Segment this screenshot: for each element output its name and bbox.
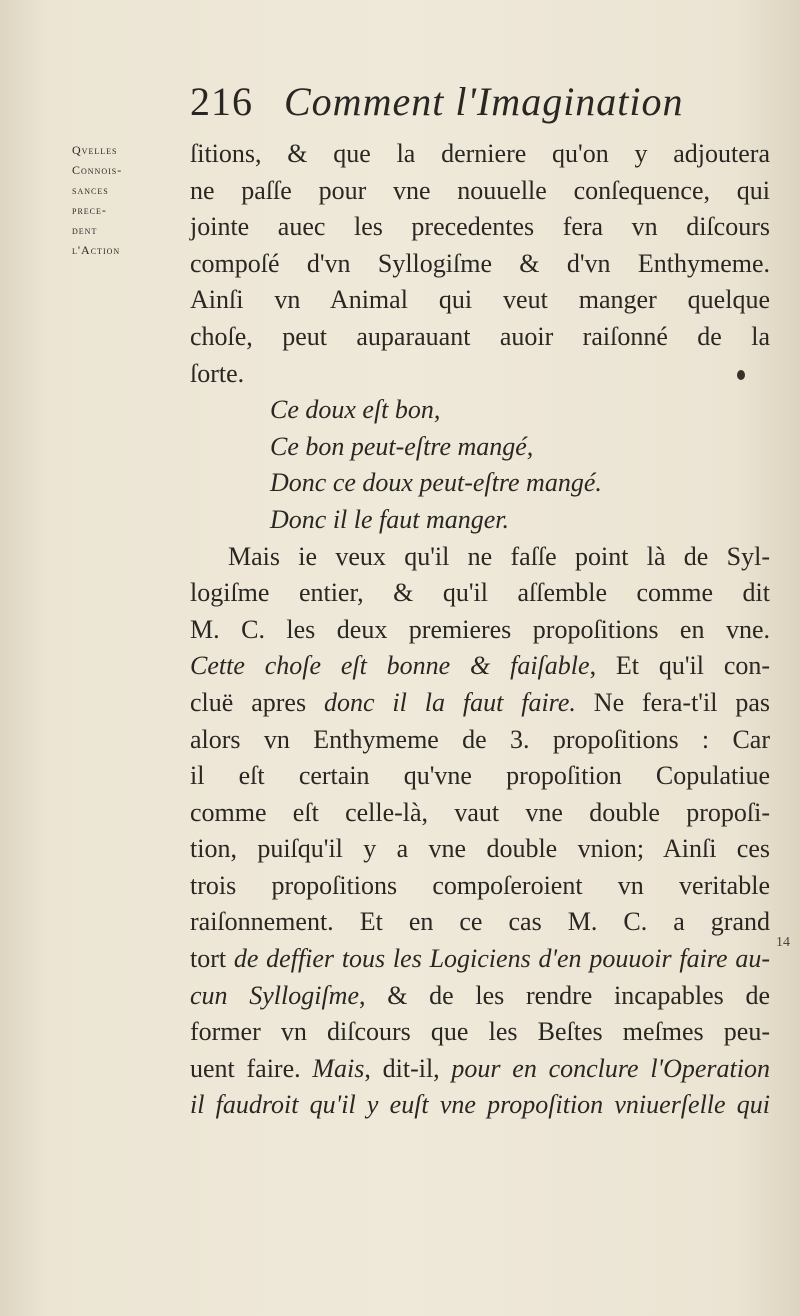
text-segment: ſitions, & que la derniere qu'on y adjoutera — [190, 139, 770, 168]
text-line — [190, 941, 770, 978]
page-header — [0, 78, 800, 128]
text-segment: former vn diſcours que les Beſtes meſmes peu- — [190, 1017, 770, 1047]
text-line — [190, 868, 770, 905]
text-line — [190, 758, 770, 795]
text-line — [190, 612, 770, 649]
margin-note-line: Connois- — [72, 163, 123, 177]
text-segment: choſe, peut auparauant auoir raiſonné de la — [190, 321, 770, 351]
text-segment: cluë apres — [190, 687, 324, 717]
ink-spot — [737, 370, 745, 380]
text-line — [190, 795, 770, 832]
text-segment: jointe auec les precedentes fera vn diſcours — [190, 212, 770, 242]
text-segment: M. C. les deux premieres propoſitions en vne. — [190, 614, 770, 644]
text-segment: , & de les rendre incapables de — [359, 980, 770, 1010]
text-line — [190, 319, 770, 356]
text-line — [190, 282, 770, 319]
text-segment: il eſt certain qu'vne propoſition Copulatiue — [190, 761, 770, 791]
text-line — [190, 1051, 770, 1088]
text-line — [190, 904, 770, 941]
italic-segment: cun Syllogiſme — [190, 980, 359, 1010]
italic-segment: Mais — [312, 1053, 365, 1083]
text-segment: trois propoſitions compoſeroient vn veritable — [190, 870, 770, 900]
text-segment: , Et qu'il con- — [589, 651, 771, 681]
margin-number: 14 — [776, 935, 790, 950]
page-number: 216 — [190, 79, 253, 124]
text-segment: Ainſi vn Animal qui veut manger quelque — [190, 285, 770, 315]
text-segment: uent faire. — [190, 1053, 313, 1083]
italic-segment: pour en conclure l'Operation — [451, 1053, 770, 1083]
text-line — [190, 1087, 770, 1124]
text-segment: Ne fera-t'il pas — [575, 687, 770, 717]
text-segment: compoſé d'vn Syllogiſme & d'vn Enthymeme. — [190, 248, 770, 278]
text-line — [190, 648, 770, 685]
text-segment: , dit-il, — [364, 1053, 452, 1083]
margin-note-line: sances — [72, 183, 109, 197]
text-line — [190, 502, 770, 539]
text-segment: raiſonnement. Et en ce cas M. C. a grand — [190, 907, 770, 937]
text-segment: logiſme entier, & qu'il aſſemble comme dit — [190, 578, 770, 608]
text-line — [190, 209, 770, 246]
text-segment: Mais ie veux qu'il ne faſſe point là de Syl- — [228, 541, 770, 571]
text-line — [190, 392, 770, 429]
text-line — [190, 575, 770, 612]
italic-segment: de deffier tous les Logiciens d'en pouuoir faire au- — [233, 944, 770, 974]
italic-segment: donc il la faut faire. — [323, 687, 576, 717]
text-segment: tion, puiſqu'il y a vne double vnion; Ainſi ces — [190, 834, 770, 864]
text-segment: Donc ce doux peut-eſtre mangé. — [270, 468, 602, 498]
body-text — [190, 136, 770, 1124]
text-line — [190, 978, 770, 1015]
text-line — [190, 173, 770, 210]
text-line — [190, 685, 770, 722]
text-line — [190, 465, 770, 502]
margin-note-line: l'Action — [72, 243, 121, 257]
text-segment: alors vn Enthymeme de 3. propoſitions : Car — [190, 724, 770, 754]
margin-note — [72, 140, 184, 260]
text-segment: Donc il le faut manger. — [270, 504, 510, 534]
text-segment: ſorte. — [190, 358, 245, 388]
text-line — [190, 246, 770, 283]
text-line — [190, 136, 770, 173]
text-line — [190, 831, 770, 868]
text-segment: Ce bon peut-eſtre mangé, — [270, 431, 534, 461]
text-line — [190, 722, 770, 759]
margin-note-line: prece- — [72, 203, 107, 217]
text-line — [190, 429, 770, 466]
text-line — [190, 539, 770, 576]
italic-segment: Cette choſe eſt bonne & faiſable — [190, 651, 590, 681]
italic-segment: il faudroit qu'il y euſt vne propoſition vniuerſelle qui — [190, 1090, 770, 1120]
text-segment: Ce doux eſt bon, — [270, 395, 441, 425]
text-line — [190, 1014, 770, 1051]
margin-note-line: dent — [72, 223, 98, 237]
text-segment: comme eſt celle-là, vaut vne double propoſi- — [190, 797, 770, 827]
running-title: Comment l'Imagination — [284, 79, 684, 124]
margin-note-line: Qvelles — [72, 143, 118, 157]
text-line — [190, 356, 770, 393]
text-segment: tort — [190, 944, 234, 974]
text-segment: ne paſſe pour vne nouuelle conſequence, qui — [190, 175, 770, 205]
